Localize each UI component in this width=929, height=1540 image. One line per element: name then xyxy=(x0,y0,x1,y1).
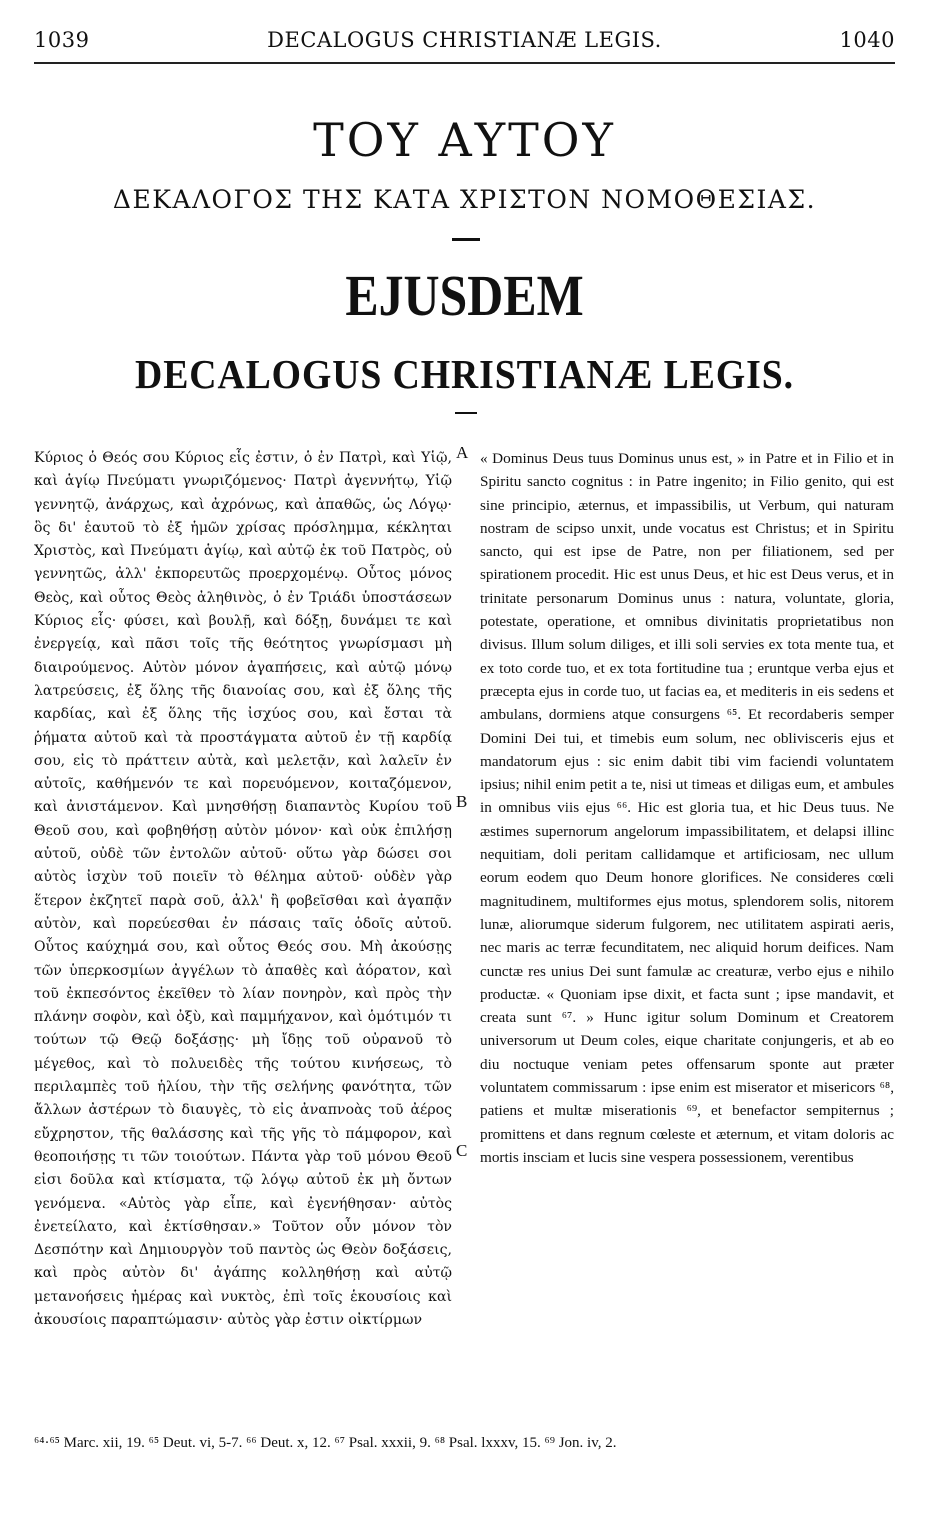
header-rule xyxy=(34,62,895,64)
latin-subtitle: DECALOGUS CHRISTIANÆ LEGIS. xyxy=(135,351,794,397)
latin-title: EJUSDEM xyxy=(345,263,584,328)
running-title: DECALOGUS CHRISTIANÆ LEGIS. xyxy=(267,28,662,52)
column-marker-b: B xyxy=(456,792,468,811)
separator-dash xyxy=(455,412,477,414)
separator-dash xyxy=(452,238,480,241)
running-head xyxy=(34,28,895,62)
latin-paragraph: « Dominus Deus tuus Dominus unus est, » in Patre et in Filio et in Spiritu sancto cognitus : in Patre ingenito; in Filio genito, qui est sine principio, æternus, et impassibilis, ut Verbum, qui naturam nostram de scipso unxit, unde vocatus est Christus; et in Spiritu sancto, qui est ipse de Patre, non per filiationem, sed per spirationem procedit. Hic est unus Deus, et hic est Deus verus, et in trinitate personarum Dominus unus : natura, voluntate, gloria, potestate, operatione, et omnibus divinitatis proprietatibus non divisus. Illum solum diliges, et illi soli servies ex tota mente tua, et ex toto corde tuo, et ex tota fortitudine tua ; eruntque verba ejus et præcepta ejus in corde tuo, ut facias ea, et mediteris in eis sedens et ambulans, dormiens atque consurgens ⁶⁵. Et recordaberis semper Domini Dei tui, et timebis eum solum, nec oblivisceris ejus et mandatorum ejus : sic enim dabit tibi vim faciendi voluntatem ipsius; nihil enim petit a te, nisi ut timeas et diligas eum, et ambules in omnibus viis ejus ⁶⁶. Hic est gloria tua, et hic Deus tuus. Ne æstimes supernorum angelorum impassibilitatem, et delapsi illinc nequitiam, doli peritam callidamque et artificiosam, nec ullum eorum eodem quo Deum honore glorifices. Ne consideres cœli magnitudinem, multiformes ejus motus, splendorem solis, nitorem lunæ, aliorumque siderum fulgorem, nec utilitatem aspirati aeris, nec maris ac terræ fecunditatem, nec aliquid horum deifices. Nam cunctæ res unius Dei sunt famulæ ac creaturæ, verbo ejus e nihilo productæ. « Quoniam ipse dixit, et facta sunt ; ipse mandavit, et creata sunt ⁶⁷. » Hunc igitur solum Dominum et Creatorem universorum ut Deum coles, eique charitate conjungeris, et ab eo diu noctuque veniam petes offensarum sponte aut præter voluntatem commissarum : ipse enim est miserator et misericors ⁶⁸, patiens et multæ miserationis ⁶⁹, et benefactor sempiternus ; promittens et dans regnum cœleste et æternum, et vitam doloris ac mortis insciam et lucis sine vespera possessionem, verentibus xyxy=(480,450,894,1166)
footnotes: ⁶⁴·⁶⁵ Marc. xii, 19. ⁶⁵ Deut. vi, 5-7. ⁶⁶ Deut. x, 12. ⁶⁷ Psal. xxxii, 9. ⁶⁸ Psal. lxxxv, 15. ⁶⁹ Jon. iv, 2. xyxy=(34,1435,617,1451)
page-number-right: 1040 xyxy=(839,28,895,52)
latin-column xyxy=(480,447,894,1169)
column-marker-c: C xyxy=(456,1141,468,1160)
column-marker-a: A xyxy=(456,443,469,462)
greek-title: ΤΟΥ ΑΥΤΟΥ xyxy=(313,113,616,167)
greek-paragraph: Κύριος ὁ Θεός σου Κύριος εἷς ἐστιν, ὁ ἐν Πατρὶ, καὶ Υἱῷ, καὶ ἁγίῳ Πνεύματι γνωριζόμενος· Πατρὶ ἀγεννήτῳ, Υἱῷ γεννητῷ, ἀνάρχως, καὶ ἀχρόνως, καὶ ἀπαθῶς, ὡς Λόγῳ· ὃς δι' ἑαυτοῦ τὸ ἐξ ἡμῶν χρίσας πρόσλημμα, κέκληται Χριστὸς, καὶ Πνεύματι ἁγίῳ, καὶ αὐτῷ ἐκ τοῦ Πατρὸς, οὐ γεννητῶς, ἀλλ' ἐκπορευτῶς προερχομένῳ. Οὗτος μόνος Θεὸς, καὶ οὗτος Θεὸς ἀληθινὸς, ὁ ἐν Τριάδι ὑποστάσεων Κύριος εἷς· φύσει, καὶ βουλῇ, καὶ δόξῃ, δυνάμει τε καὶ ἐνεργείᾳ, καὶ πᾶσι τοῖς τῆς θεότητος γνωρίσμασι μὴ διαιρούμενος. Αὐτὸν μόνον ἀγαπήσεις, καὶ αὐτῷ μόνῳ λατρεύσεις, ἐξ ὅλης τῆς διανοίας σου, καὶ ἐξ ὅλης τῆς καρδίας, καὶ ἐξ ὅλης τῆς ἰσχύος σου, καὶ ἔσται τὰ ῥήματα αὐτοῦ καὶ τὰ προστάγματα αὐτοῦ ἐν τῇ καρδίᾳ σου, εἰς τὸ πράττειν αὐτὰ, καὶ μελετᾷν, καὶ λαλεῖν ἐν αὐτοῖς, καθήμενόν τε καὶ πορευόμενον, κοιταζόμενον, καὶ ἀνιστάμενον. Καὶ μνησθήσῃ διαπαντὸς Κυρίου τοῦ Θεοῦ σου, καὶ φοβηθήσῃ αὐτὸν μόνον· καὶ οὐκ ἐπιλήσῃ αὐτοῦ, οὐδὲ τῶν ἐντολῶν αὐτοῦ· οὕτω γὰρ δώσει σοι αὐτὸς ἰσχὺν τοῦ ποιεῖν τὸ θέλημα αὐτοῦ· οὐδὲν γὰρ ἕτερον ἐκζητεῖ παρὰ σοῦ, ἀλλ' ἢ φοβεῖσθαι καὶ ἀγαπᾷν αὐτὸν, καὶ πορεύεσθαι ἐν πάσαις ταῖς ὁδοῖς αὐτοῦ. Οὗτος καύχημά σου, καὶ οὗτος Θεός σου. Μὴ ἀκούσῃς τῶν ὑπερκοσμίων ἀγγέλων τὸ ἀπαθὲς καὶ ἀόρατον, καὶ τοῦ ἐκπεσόντος ἐκεῖθεν τὸ λίαν πονηρὸν, καὶ πρὸς τὴν πλάνην σοφὸν, καὶ ὀξὺ, καὶ παμμήχανον, καὶ ὁμότιμόν τι τούτων τῷ Θεῷ δοξάσῃς· μὴ ἴδῃς τοῦ οὐρανοῦ τὸ μέγεθος, καὶ τὸ πολυειδὲς τῆς τούτου κινήσεως, τὸ περιλαμπὲς τοῦ ἡλίου, τὴν τῆς σελήνης φανότητα, τῶν ἄλλων ἀστέρων τὸ διαυγὲς, τὸ εἰς ἀναπνοὰς τοῦ ἀέρος εὔχρηστον, τῆς θαλάσσης καὶ τῆς γῆς τὸ πάμφορον, καὶ θεοποιήσῃς τι τῶν τοιούτων. Πάντα γὰρ τοῦ μόνου Θεοῦ εἰσι δοῦλα καὶ κτίσματα, τῷ λόγῳ αὐτοῦ ἐκ μὴ ὄντων γενόμενα. «Αὐτὸς γὰρ εἶπε, καὶ ἐγενήθησαν· αὐτὸς ἐνετείλατο, καὶ ἐκτίσθησαν.» Τοῦτον οὖν μόνον τὸν Δεσπότην καὶ Δημιουργὸν τοῦ παντὸς ὡς Θεὸν δοξάσεις, καὶ πρὸς αὐτὸν δι' ἀγάπης κολληθήσῃ καὶ αὐτῷ μετανοήσεις ἡμέρας καὶ νυκτὸς, ἐπὶ τοῖς ἑκουσίοις καὶ ἀκουσίοις παραπτώμασιν· αὐτὸς γὰρ ἐστιν οἰκτίρμων xyxy=(34,450,452,1328)
greek-column xyxy=(34,447,452,1332)
page-number-left: 1039 xyxy=(34,28,90,52)
greek-subtitle: ΔΕΚΑΛΟΓΟΣ ΤΗΣ ΚΑΤΑ ΧΡΙΣΤΟΝ ΝΟΜΟΘΕΣΙΑΣ. xyxy=(112,185,817,214)
